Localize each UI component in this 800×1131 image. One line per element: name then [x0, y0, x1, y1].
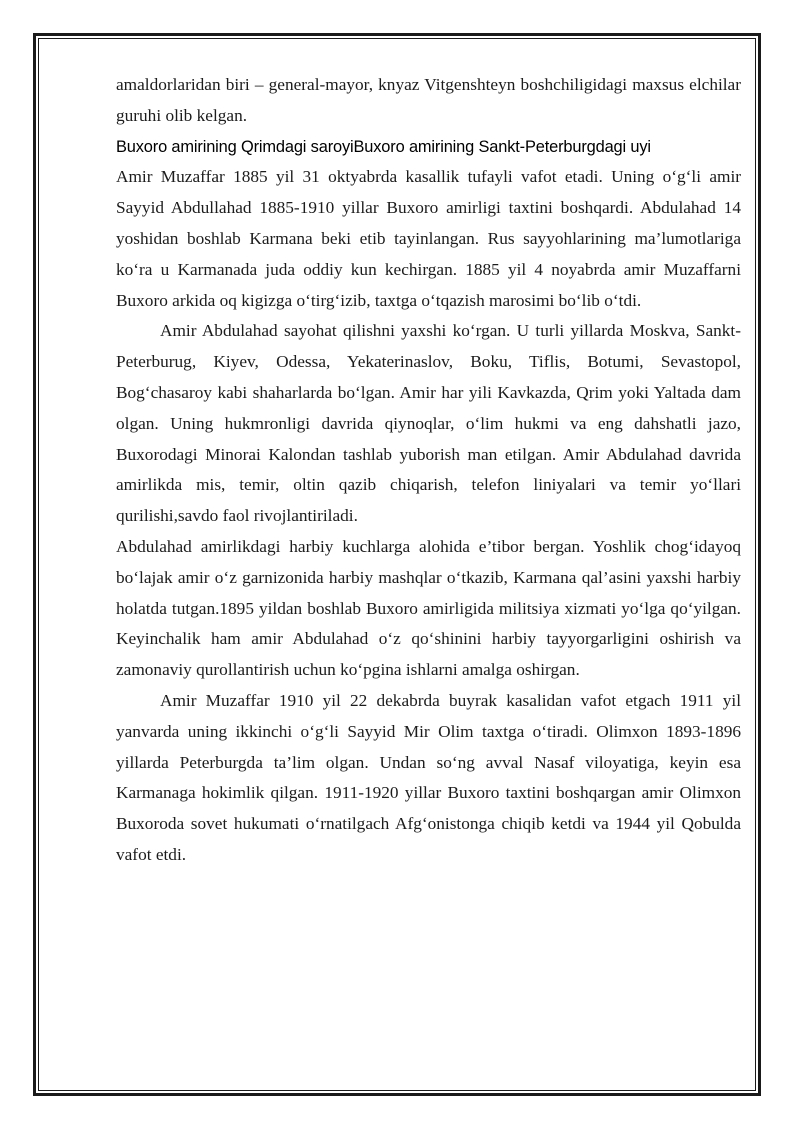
- image-caption: Buxoro amirining Qrimdagi saroyiBuxoro amirining Sankt-Peterburgdagi uyi: [116, 137, 651, 156]
- paragraph-olimxon: Amir Muzaffar 1910 yil 22 dekabrda buyrak kasalidan vafot etgach 1911 yil yanvarda uning ikkinchi o‘g‘li Sayyid Mir Olim taxtga o‘tiradi. Olimxon 1893-1896 yillarda Peterburgda ta’lim olgan. Undan so‘ng avval Nasaf viloyatiga, keyin esa Karmanaga hokimlik qilgan. 1911-1920 yillar Buxoro taxtini boshqargan amir Olimxon Buxoroda sovet hukumati o‘rnatilgach Afg‘onistonga chiqib ketdi va 1944 yil Qobulda vafot etdi.: [116, 690, 741, 864]
- paragraph-envoys: amaldorlaridan biri – general-mayor, knyaz Vitgenshteyn boshchiligidagi maxsus elchilar guruhi olib kelgan.: [116, 75, 741, 125]
- paragraph-amir-muzaffar-death: Amir Muzaffar 1885 yil 31 oktyabrda kasallik tufayli vafot etadi. Uning o‘g‘li amir Sayyid Abdullahad 1885-1910 yillar Buxoro amirligi taxtini boshqardi. Abdulahad 14 yoshidan boshlab Karmana beki etib tayinlangan. Rus sayyohlarining ma’lumotlariga ko‘ra u Karmanada juda oddiy kun kechirgan. 1885 yil 4 noyabrda amir Muzaffarni Buxoro arkida oq kigizga o‘tirg‘izib, taxtga o‘tqazish marosimi bo‘lib o‘tdi.: [116, 167, 741, 310]
- paragraph-abdulahad-travels: Amir Abdulahad sayohat qilishni yaxshi ko‘rgan. U turli yillarda Moskva, Sankt-Peterburug, Kiyev, Odessa, Yekaterinaslov, Boku, Tiflis, Botumi, Sevastopol, Bog‘chasaroy kabi shaharlarda bo‘lgan. Amir har yili Kavkazda, Qrim yoki Yaltada dam olgan. Uning hukmronligi davrida qiynoqlar, o‘lim hukmi va eng dahshatli jazo, Buxorodagi Minorai Kalondan tashlab yuborish man etilgan. Amir Abdulahad davrida amirlikda mis, temir, oltin qazib chiqarish, telefon liniyalari va temir yo‘llari qurilishi,savdo faol rivojlantiriladi.: [116, 321, 741, 526]
- document-body: [116, 70, 741, 871]
- paragraph-military: Abdulahad amirlikdagi harbiy kuchlarga alohida e’tibor bergan. Yoshlik chog‘idayoq bo‘lajak amir o‘z garnizonida harbiy mashqlar o‘tkazib, Karmana qal’asini yaxshi harbiy holatda tutgan.1895 yildan boshlab Buxoro amirligida militsiya xizmati yo‘lga qo‘yilgan. Keyinchalik ham amir Abdulahad o‘z qo‘shinini harbiy tayyorgarligini oshirish va zamonaviy qurollantirish uchun ko‘pgina ishlarni amalga oshirgan.: [116, 536, 741, 680]
